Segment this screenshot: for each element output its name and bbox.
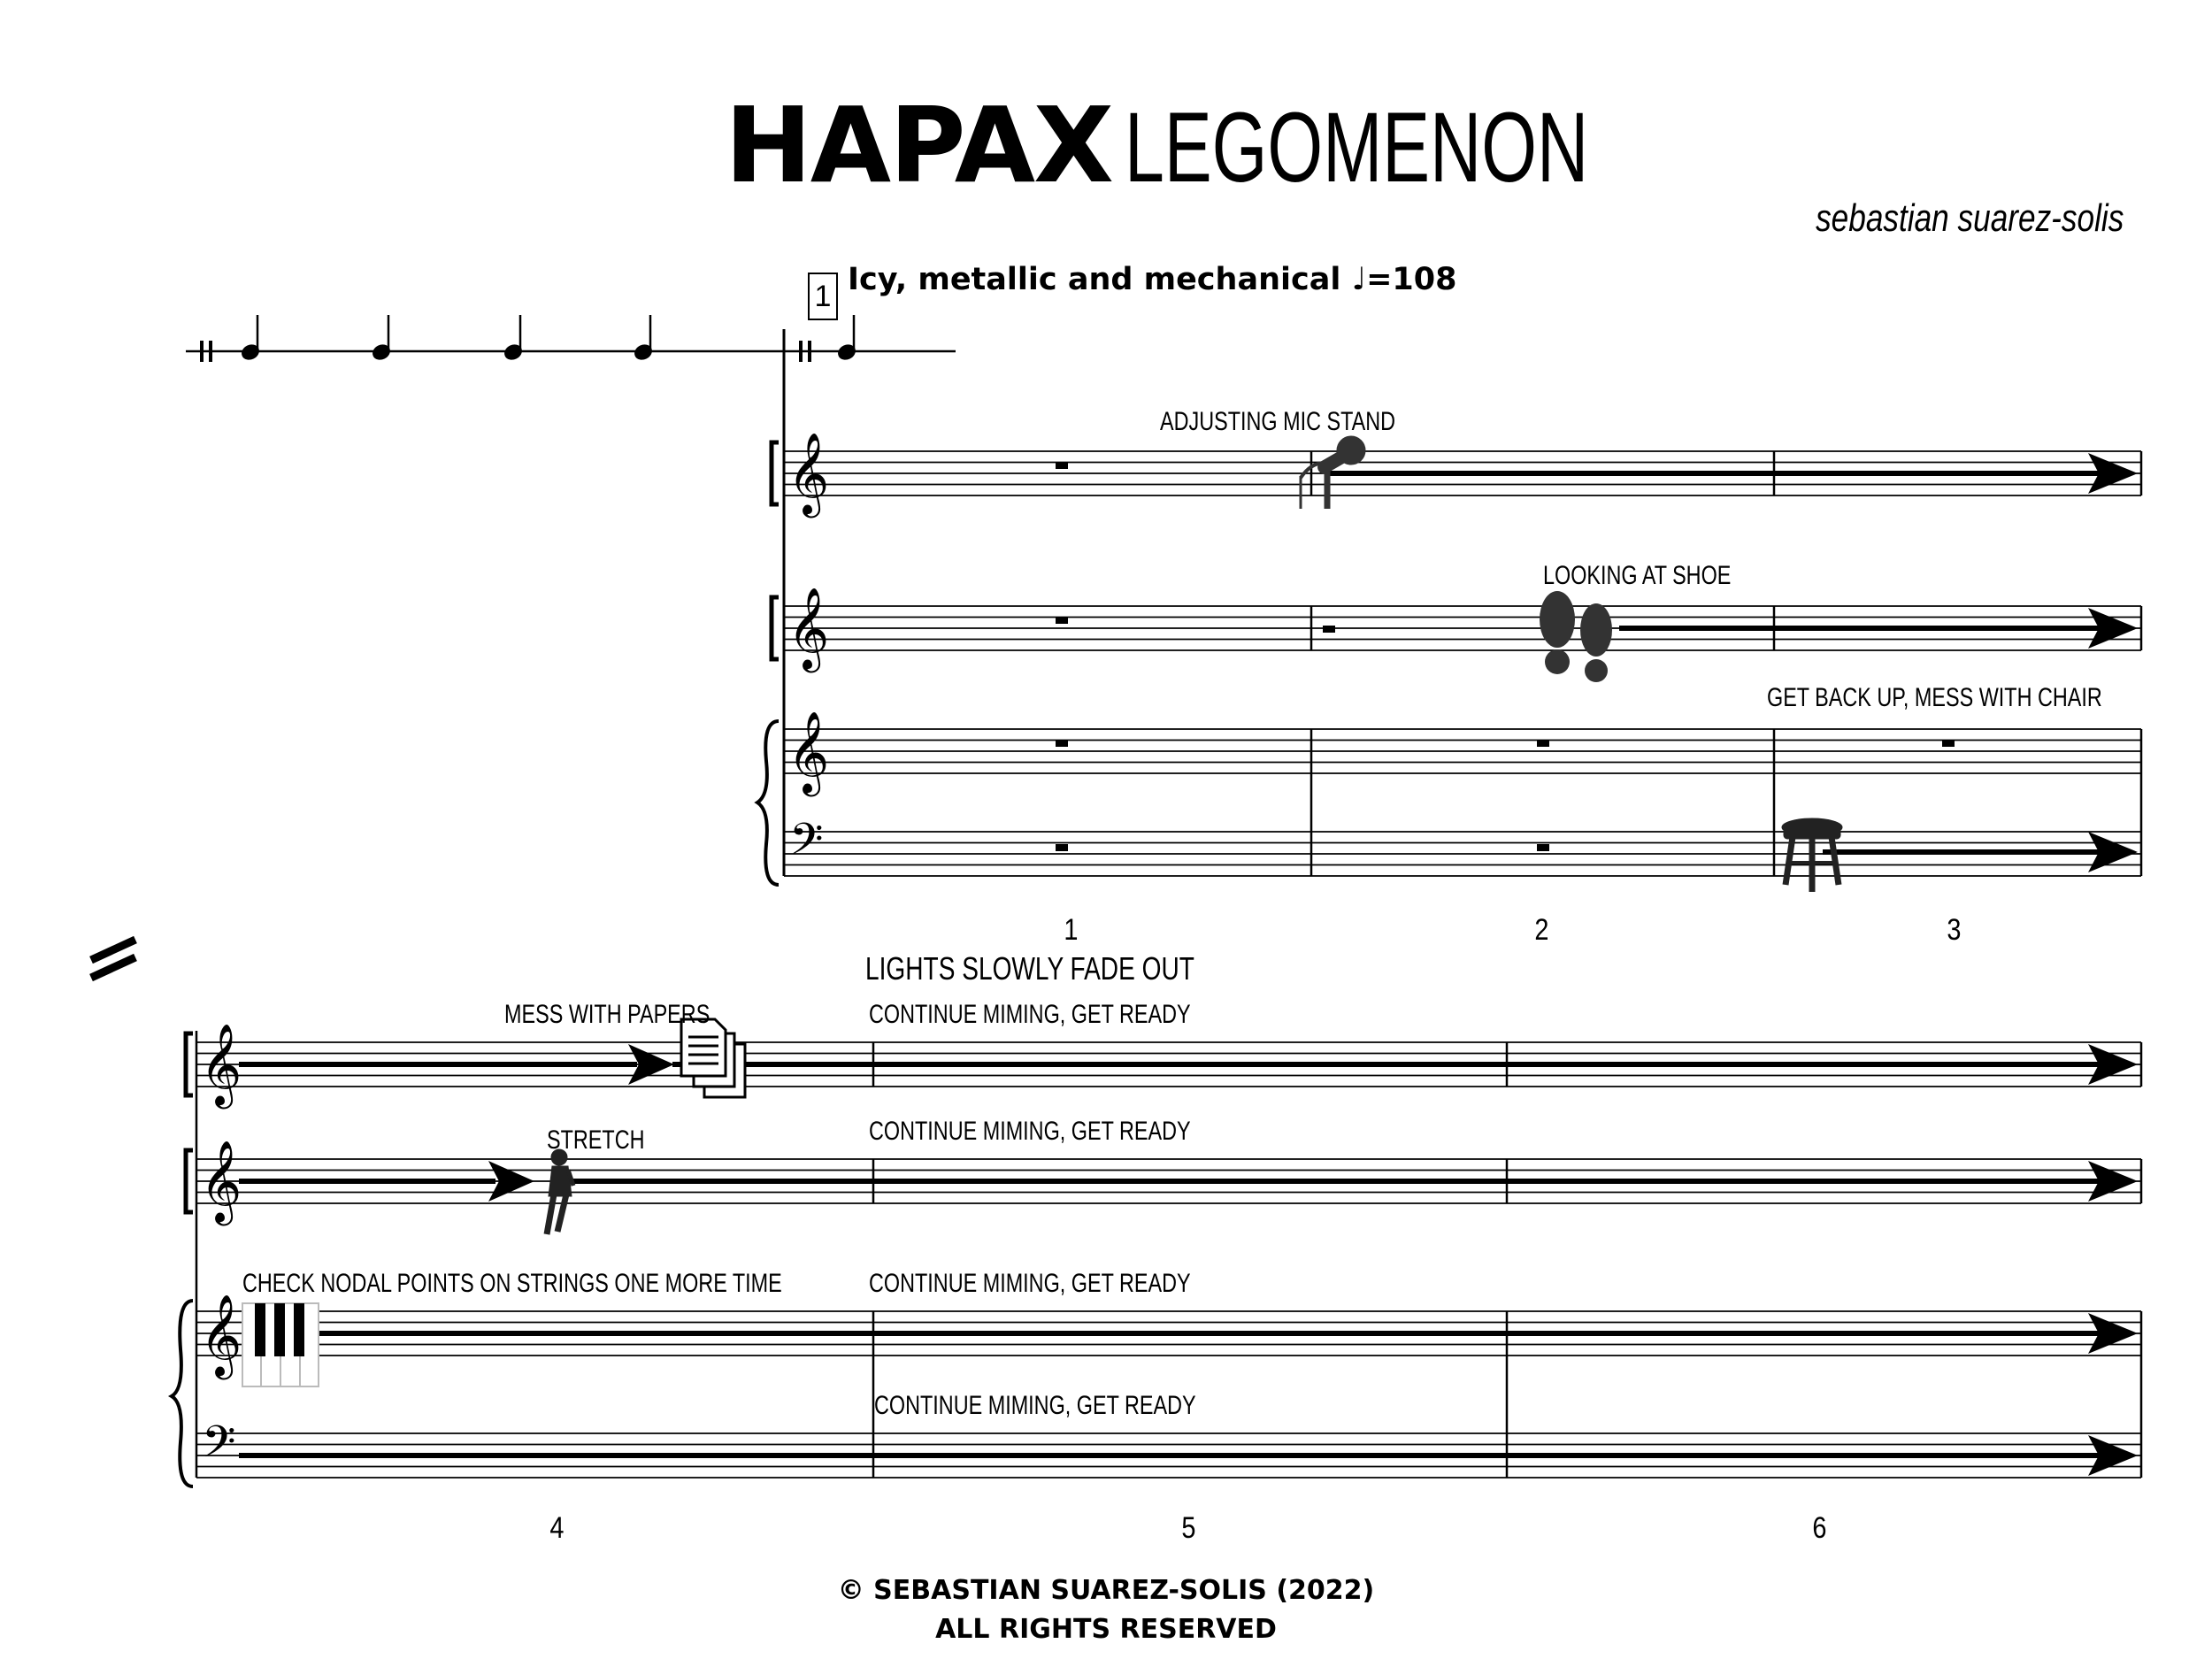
treble-clef-icon: 𝄞 [200,1023,242,1105]
annotation-continue-piano-rh: CONTINUE MIMING, GET READY [869,1269,1191,1298]
treble-clef-icon: 𝄞 [200,1140,242,1222]
whole-rest [1056,462,1068,469]
tempo-text: Icy, metallic and mechanical [848,262,1341,297]
annotation-lights: LIGHTS SLOWLY FADE OUT [865,950,1194,987]
measure-number: 6 [1812,1511,1827,1545]
piano-keys-icon [242,1303,319,1386]
system1-barlines [1311,451,2141,876]
treble-clef-icon: 𝄞 [200,1294,242,1376]
papers-icon [681,1019,745,1097]
whole-rest [1056,844,1068,851]
whole-rest [1323,626,1335,633]
brace-s3 [172,1301,193,1486]
bass-clef-icon: 𝄢 [789,814,824,876]
time-beats [241,315,856,361]
time-beat [241,315,260,361]
stretching-person-icon [547,1149,573,1234]
time-beat [837,315,856,361]
whole-rest [1942,740,1955,747]
footprints-icon [1540,591,1612,682]
treble-clef-icon: 𝄞 [787,710,830,793]
brace-sample3 [757,721,779,885]
annotation-nodal: CHECK NODAL POINTS ON STRINGS ONE MORE TIME [242,1269,782,1298]
treble-clef-icon: 𝄞 [787,432,830,514]
composer-name: sebastian suarez-solis [1815,196,2124,240]
bracket-s2 [186,1150,193,1212]
copyright-line: © SEBASTIAN SUAREZ-SOLIS (2022) [837,1575,1375,1606]
measure-number: 3 [1947,913,1962,947]
bracket-sample2 [772,597,779,659]
annotation-papers: MESS WITH PAPERS [504,1000,710,1029]
whole-rest [1056,740,1068,747]
measure-number: 1 [1064,913,1079,947]
bracket-sample1 [772,442,779,504]
quarter-note-icon: ♩ [1351,262,1367,297]
title-light-word: LEGOMENON [1125,92,1589,203]
measure-number: 5 [1181,1511,1196,1545]
whole-rest [1056,617,1068,624]
bracket-s1 [186,1033,193,1095]
system-break-icon [91,940,135,978]
annotation-continue-bassoon: CONTINUE MIMING, GET READY [869,1117,1191,1146]
time-beat [372,315,391,361]
measure-number: 4 [549,1511,565,1545]
time-beat [634,315,653,361]
copyright-footer [0,1571,2212,1649]
time-beat [503,315,523,361]
whole-rest [1537,740,1549,747]
annotation-continue-flute: CONTINUE MIMING, GET READY [869,1000,1191,1029]
rehearsal-mark: 1 [808,273,838,320]
annotation-chair: GET BACK UP, MESS WITH CHAIR [1767,683,2102,712]
annotation-shoe: LOOKING AT SHOE [1543,561,1732,590]
rests [1056,462,1955,851]
title-bold-word: HAPAX [724,84,1113,206]
system1-staves [784,451,2141,876]
annotation-stretch: STRETCH [547,1125,645,1155]
tempo-value: =108 [1366,262,1457,297]
measure-number: 2 [1534,913,1549,947]
stool-icon [1782,818,1842,892]
annotation-continue-piano-lh: CONTINUE MIMING, GET READY [874,1391,1196,1420]
bass-clef-icon: 𝄢 [202,1417,236,1479]
annotation-mic: ADJUSTING MIC STAND [1160,407,1396,436]
rights-line: ALL RIGHTS RESERVED [935,1614,1277,1645]
whole-rest [1537,844,1549,851]
treble-clef-icon: 𝄞 [787,587,830,669]
